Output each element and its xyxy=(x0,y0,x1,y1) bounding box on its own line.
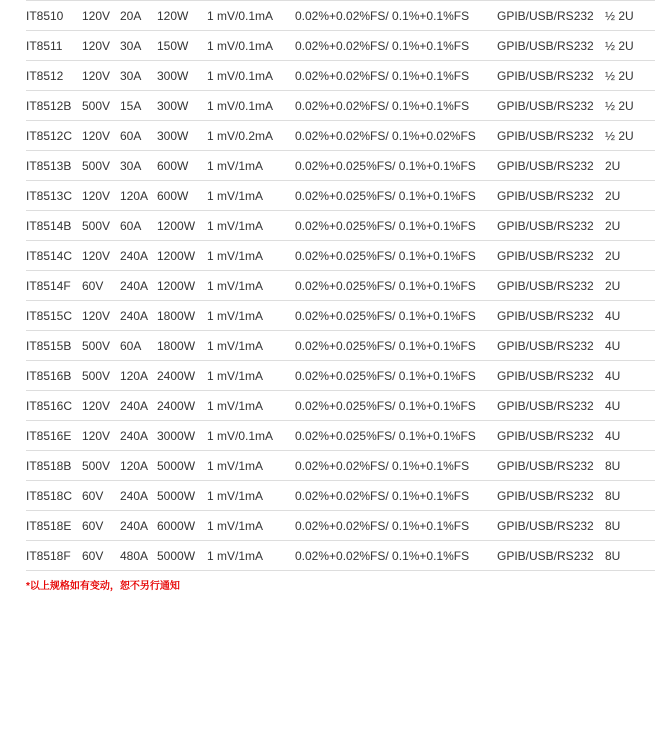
cell-current: 480A xyxy=(120,541,157,571)
cell-accuracy: 0.02%+0.025%FS/ 0.1%+0.1%FS xyxy=(295,181,497,211)
cell-form-factor: ½ 2U xyxy=(605,1,655,31)
cell-form-factor: ½ 2U xyxy=(605,61,655,91)
cell-current: 60A xyxy=(120,331,157,361)
cell-interface: GPIB/USB/RS232 xyxy=(497,151,605,181)
cell-resolution: 1 mV/0.2mA xyxy=(207,121,295,151)
cell-accuracy: 0.02%+0.02%FS/ 0.1%+0.1%FS xyxy=(295,451,497,481)
cell-model: IT8513B xyxy=(26,151,82,181)
cell-power: 1200W xyxy=(157,211,207,241)
cell-current: 240A xyxy=(120,301,157,331)
cell-power: 5000W xyxy=(157,451,207,481)
cell-power: 120W xyxy=(157,1,207,31)
cell-current: 60A xyxy=(120,121,157,151)
cell-accuracy: 0.02%+0.02%FS/ 0.1%+0.1%FS xyxy=(295,1,497,31)
cell-resolution: 1 mV/1mA xyxy=(207,391,295,421)
cell-form-factor: ½ 2U xyxy=(605,31,655,61)
cell-accuracy: 0.02%+0.025%FS/ 0.1%+0.1%FS xyxy=(295,361,497,391)
cell-power: 2400W xyxy=(157,361,207,391)
cell-voltage: 500V xyxy=(82,331,120,361)
cell-resolution: 1 mV/0.1mA xyxy=(207,31,295,61)
cell-accuracy: 0.02%+0.02%FS/ 0.1%+0.1%FS xyxy=(295,481,497,511)
cell-power: 5000W xyxy=(157,541,207,571)
cell-form-factor: 8U xyxy=(605,511,655,541)
cell-accuracy: 0.02%+0.025%FS/ 0.1%+0.1%FS xyxy=(295,301,497,331)
table-row xyxy=(26,541,655,571)
cell-interface: GPIB/USB/RS232 xyxy=(497,391,605,421)
cell-current: 15A xyxy=(120,91,157,121)
cell-voltage: 500V xyxy=(82,361,120,391)
cell-voltage: 500V xyxy=(82,211,120,241)
cell-interface: GPIB/USB/RS232 xyxy=(497,331,605,361)
cell-resolution: 1 mV/1mA xyxy=(207,361,295,391)
cell-resolution: 1 mV/0.1mA xyxy=(207,1,295,31)
cell-power: 3000W xyxy=(157,421,207,451)
cell-current: 240A xyxy=(120,511,157,541)
cell-interface: GPIB/USB/RS232 xyxy=(497,481,605,511)
cell-form-factor: 8U xyxy=(605,451,655,481)
cell-model: IT8515C xyxy=(26,301,82,331)
cell-power: 5000W xyxy=(157,481,207,511)
cell-power: 600W xyxy=(157,181,207,211)
cell-resolution: 1 mV/1mA xyxy=(207,481,295,511)
cell-voltage: 120V xyxy=(82,61,120,91)
cell-power: 300W xyxy=(157,121,207,151)
cell-voltage: 120V xyxy=(82,421,120,451)
cell-power: 1200W xyxy=(157,241,207,271)
cell-resolution: 1 mV/1mA xyxy=(207,241,295,271)
cell-model: IT8512C xyxy=(26,121,82,151)
cell-current: 60A xyxy=(120,211,157,241)
cell-current: 20A xyxy=(120,1,157,31)
cell-form-factor: 2U xyxy=(605,151,655,181)
cell-interface: GPIB/USB/RS232 xyxy=(497,211,605,241)
cell-resolution: 1 mV/1mA xyxy=(207,211,295,241)
cell-voltage: 120V xyxy=(82,31,120,61)
cell-form-factor: 8U xyxy=(605,541,655,571)
cell-power: 150W xyxy=(157,31,207,61)
cell-interface: GPIB/USB/RS232 xyxy=(497,541,605,571)
cell-accuracy: 0.02%+0.02%FS/ 0.1%+0.1%FS xyxy=(295,91,497,121)
cell-form-factor: 2U xyxy=(605,211,655,241)
cell-interface: GPIB/USB/RS232 xyxy=(497,301,605,331)
cell-voltage: 60V xyxy=(82,481,120,511)
cell-model: IT8512B xyxy=(26,91,82,121)
cell-resolution: 1 mV/0.1mA xyxy=(207,61,295,91)
cell-model: IT8512 xyxy=(26,61,82,91)
cell-current: 120A xyxy=(120,451,157,481)
cell-resolution: 1 mV/0.1mA xyxy=(207,421,295,451)
cell-resolution: 1 mV/1mA xyxy=(207,451,295,481)
cell-power: 300W xyxy=(157,91,207,121)
table-row xyxy=(26,151,655,181)
cell-current: 30A xyxy=(120,31,157,61)
cell-model: IT8514B xyxy=(26,211,82,241)
cell-current: 120A xyxy=(120,361,157,391)
cell-model: IT8513C xyxy=(26,181,82,211)
table-row xyxy=(26,271,655,301)
table-row xyxy=(26,451,655,481)
cell-form-factor: 2U xyxy=(605,271,655,301)
cell-current: 30A xyxy=(120,151,157,181)
cell-interface: GPIB/USB/RS232 xyxy=(497,181,605,211)
cell-interface: GPIB/USB/RS232 xyxy=(497,361,605,391)
cell-interface: GPIB/USB/RS232 xyxy=(497,121,605,151)
cell-model: IT8510 xyxy=(26,1,82,31)
cell-model: IT8516C xyxy=(26,391,82,421)
cell-accuracy: 0.02%+0.02%FS/ 0.1%+0.1%FS xyxy=(295,511,497,541)
cell-current: 240A xyxy=(120,271,157,301)
table-row xyxy=(26,331,655,361)
cell-accuracy: 0.02%+0.025%FS/ 0.1%+0.1%FS xyxy=(295,421,497,451)
cell-voltage: 500V xyxy=(82,451,120,481)
table-row xyxy=(26,121,655,151)
cell-current: 240A xyxy=(120,481,157,511)
cell-form-factor: 4U xyxy=(605,421,655,451)
table-row xyxy=(26,1,655,31)
table-row xyxy=(26,31,655,61)
cell-voltage: 500V xyxy=(82,91,120,121)
cell-form-factor: ½ 2U xyxy=(605,91,655,121)
table-row xyxy=(26,511,655,541)
cell-model: IT8511 xyxy=(26,31,82,61)
cell-voltage: 120V xyxy=(82,1,120,31)
cell-current: 240A xyxy=(120,421,157,451)
cell-form-factor: 2U xyxy=(605,181,655,211)
cell-voltage: 500V xyxy=(82,151,120,181)
cell-voltage: 60V xyxy=(82,511,120,541)
cell-resolution: 1 mV/1mA xyxy=(207,271,295,301)
cell-accuracy: 0.02%+0.02%FS/ 0.1%+0.1%FS xyxy=(295,541,497,571)
cell-form-factor: 2U xyxy=(605,241,655,271)
cell-accuracy: 0.02%+0.025%FS/ 0.1%+0.1%FS xyxy=(295,151,497,181)
cell-resolution: 1 mV/1mA xyxy=(207,331,295,361)
cell-model: IT8518F xyxy=(26,541,82,571)
cell-power: 1200W xyxy=(157,271,207,301)
cell-model: IT8516E xyxy=(26,421,82,451)
cell-interface: GPIB/USB/RS232 xyxy=(497,1,605,31)
cell-form-factor: 4U xyxy=(605,361,655,391)
cell-power: 300W xyxy=(157,61,207,91)
cell-voltage: 60V xyxy=(82,271,120,301)
cell-resolution: 1 mV/1mA xyxy=(207,301,295,331)
cell-accuracy: 0.02%+0.02%FS/ 0.1%+0.1%FS xyxy=(295,31,497,61)
cell-accuracy: 0.02%+0.025%FS/ 0.1%+0.1%FS xyxy=(295,391,497,421)
cell-form-factor: 4U xyxy=(605,301,655,331)
cell-form-factor: 8U xyxy=(605,481,655,511)
cell-voltage: 120V xyxy=(82,301,120,331)
cell-accuracy: 0.02%+0.02%FS/ 0.1%+0.02%FS xyxy=(295,121,497,151)
cell-model: IT8518B xyxy=(26,451,82,481)
table-row xyxy=(26,421,655,451)
table-row xyxy=(26,181,655,211)
cell-interface: GPIB/USB/RS232 xyxy=(497,451,605,481)
cell-accuracy: 0.02%+0.025%FS/ 0.1%+0.1%FS xyxy=(295,241,497,271)
cell-current: 120A xyxy=(120,181,157,211)
cell-resolution: 1 mV/1mA xyxy=(207,151,295,181)
cell-form-factor: 4U xyxy=(605,391,655,421)
cell-model: IT8516B xyxy=(26,361,82,391)
cell-accuracy: 0.02%+0.02%FS/ 0.1%+0.1%FS xyxy=(295,61,497,91)
cell-resolution: 1 mV/1mA xyxy=(207,181,295,211)
cell-voltage: 120V xyxy=(82,391,120,421)
table-row xyxy=(26,301,655,331)
cell-power: 2400W xyxy=(157,391,207,421)
cell-power: 6000W xyxy=(157,511,207,541)
cell-current: 30A xyxy=(120,61,157,91)
cell-power: 1800W xyxy=(157,331,207,361)
cell-model: IT8518C xyxy=(26,481,82,511)
cell-accuracy: 0.02%+0.025%FS/ 0.1%+0.1%FS xyxy=(295,331,497,361)
table-row xyxy=(26,241,655,271)
spec-disclaimer: *以上规格如有变动，恕不另行通知 xyxy=(26,581,180,592)
cell-interface: GPIB/USB/RS232 xyxy=(497,421,605,451)
cell-current: 240A xyxy=(120,241,157,271)
cell-voltage: 120V xyxy=(82,241,120,271)
cell-resolution: 1 mV/0.1mA xyxy=(207,91,295,121)
cell-accuracy: 0.02%+0.025%FS/ 0.1%+0.1%FS xyxy=(295,271,497,301)
cell-power: 1800W xyxy=(157,301,207,331)
table-row xyxy=(26,391,655,421)
cell-voltage: 60V xyxy=(82,541,120,571)
table-row xyxy=(26,361,655,391)
table-row xyxy=(26,211,655,241)
table-row xyxy=(26,481,655,511)
cell-interface: GPIB/USB/RS232 xyxy=(497,61,605,91)
table-row xyxy=(26,91,655,121)
cell-resolution: 1 mV/1mA xyxy=(207,511,295,541)
cell-interface: GPIB/USB/RS232 xyxy=(497,271,605,301)
table-row xyxy=(26,61,655,91)
cell-form-factor: 4U xyxy=(605,331,655,361)
spec-table xyxy=(26,0,655,571)
cell-accuracy: 0.02%+0.025%FS/ 0.1%+0.1%FS xyxy=(295,211,497,241)
cell-interface: GPIB/USB/RS232 xyxy=(497,241,605,271)
cell-form-factor: ½ 2U xyxy=(605,121,655,151)
cell-power: 600W xyxy=(157,151,207,181)
cell-interface: GPIB/USB/RS232 xyxy=(497,91,605,121)
cell-voltage: 120V xyxy=(82,121,120,151)
cell-model: IT8518E xyxy=(26,511,82,541)
cell-interface: GPIB/USB/RS232 xyxy=(497,31,605,61)
cell-interface: GPIB/USB/RS232 xyxy=(497,511,605,541)
cell-resolution: 1 mV/1mA xyxy=(207,541,295,571)
spec-table-body xyxy=(26,1,655,571)
cell-current: 240A xyxy=(120,391,157,421)
cell-model: IT8514F xyxy=(26,271,82,301)
cell-model: IT8514C xyxy=(26,241,82,271)
cell-model: IT8515B xyxy=(26,331,82,361)
cell-voltage: 120V xyxy=(82,181,120,211)
